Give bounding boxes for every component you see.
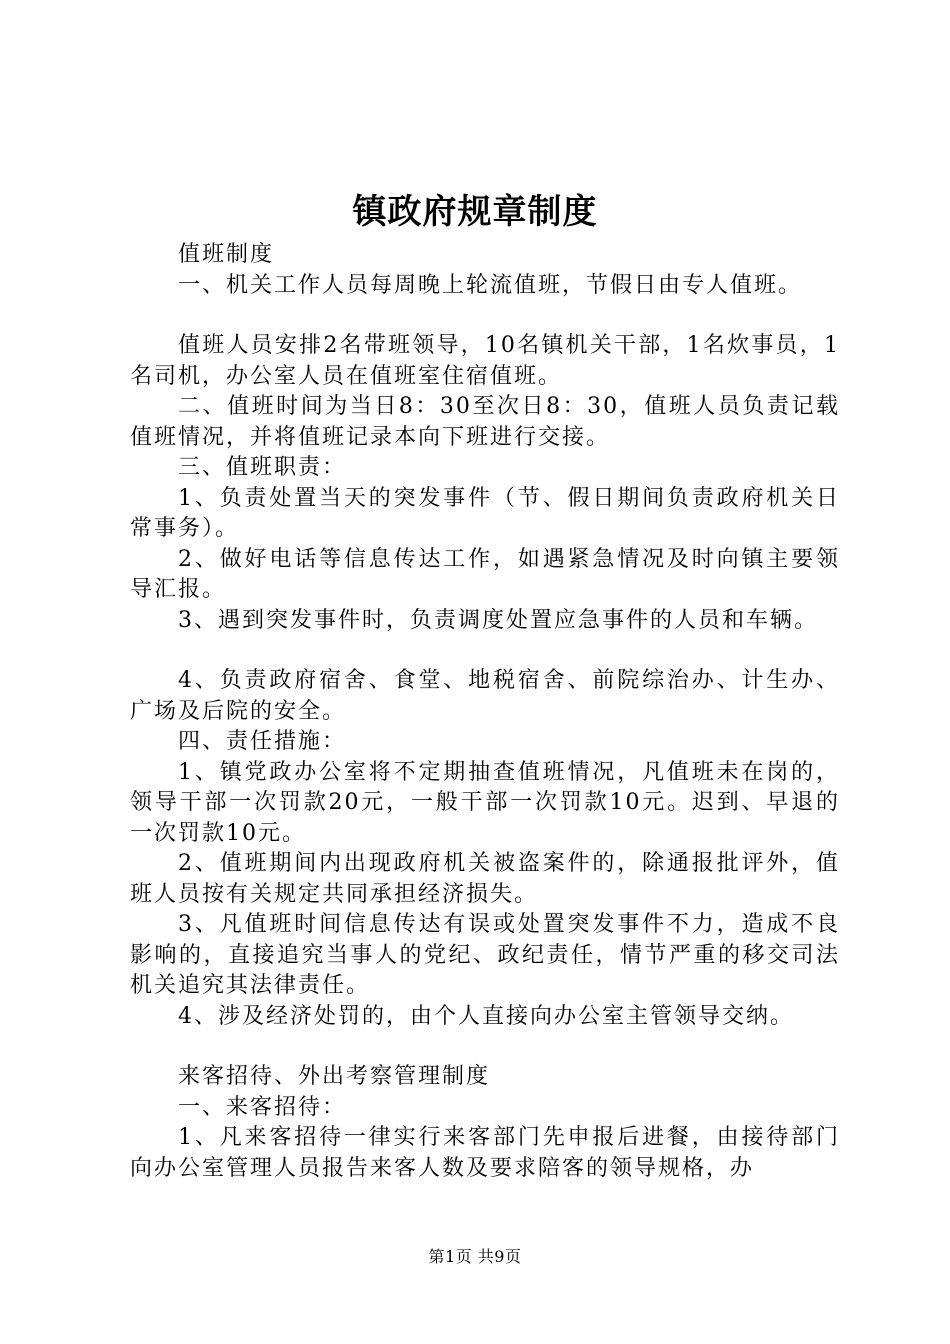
paragraph: 4、负责政府宿舍、食堂、地税宿舍、前院综治办、计生办、广场及后院的安全。 [130,668,840,724]
document-title: 镇政府规章制度 [352,192,598,232]
paragraph: 2、做好电话等信息传达工作，如遇紧急情况及时向镇主要领导汇报。 [130,546,840,602]
paragraph: 3、遇到突发事件时，负责调度处置应急事件的人员和车辆。 [178,607,818,633]
paragraph: 三、值班职责： [178,455,347,480]
paragraph: 值班人员安排2名带班领导，10名镇机关干部，1名炊事员，1名司机，办公室人员在值班室住宿值班。 [130,333,840,389]
paragraph: 一、来客招待： [178,1094,347,1120]
paragraph: 2、值班期间内出现政府机关被盗案件的，除通报批评外，值班人员按有关规定共同承担经济损失。 [130,851,840,907]
paragraph-duty-heading: 值班制度 [178,242,275,267]
paragraph: 1、镇党政办公室将不定期抽查值班情况，凡值班未在岗的，领导干部一次罚款20元，一般干部一次罚款10元。迟到、早退的一次罚款10元。 [130,759,840,846]
document-body [130,240,840,1184]
paragraph: 二、值班时间为当日8：30至次日8：30，值班人员负责记载值班情况，并将值班记录本向下班进行交接。 [130,394,840,450]
page-number-footer: 第1页 共9页 [428,1247,522,1266]
paragraph: 4、涉及经济处罚的，由个人直接向办公室主管领导交纳。 [178,1003,794,1029]
paragraph-reception-heading: 来客招待、外出考察管理制度 [178,1064,491,1089]
paragraph: 一、机关工作人员每周晚上轮流值班，节假日由专人值班。 [178,272,803,298]
paragraph: 1、负责处置当天的突发事件（节、假日期间负责政府机关日常事务）。 [130,485,840,541]
paragraph: 四、责任措施： [178,729,347,754]
paragraph: 1、凡来客招待一律实行来客部门先申报后进餐，由接待部门向办公室管理人员报告来客人数及要求陪客的领导规格，办 [130,1125,840,1181]
paragraph: 3、凡值班时间信息传达有误或处置突发事件不力，造成不良影响的，直接追究当事人的党纪、政纪责任，情节严重的移交司法机关追究其法律责任。 [130,912,840,998]
